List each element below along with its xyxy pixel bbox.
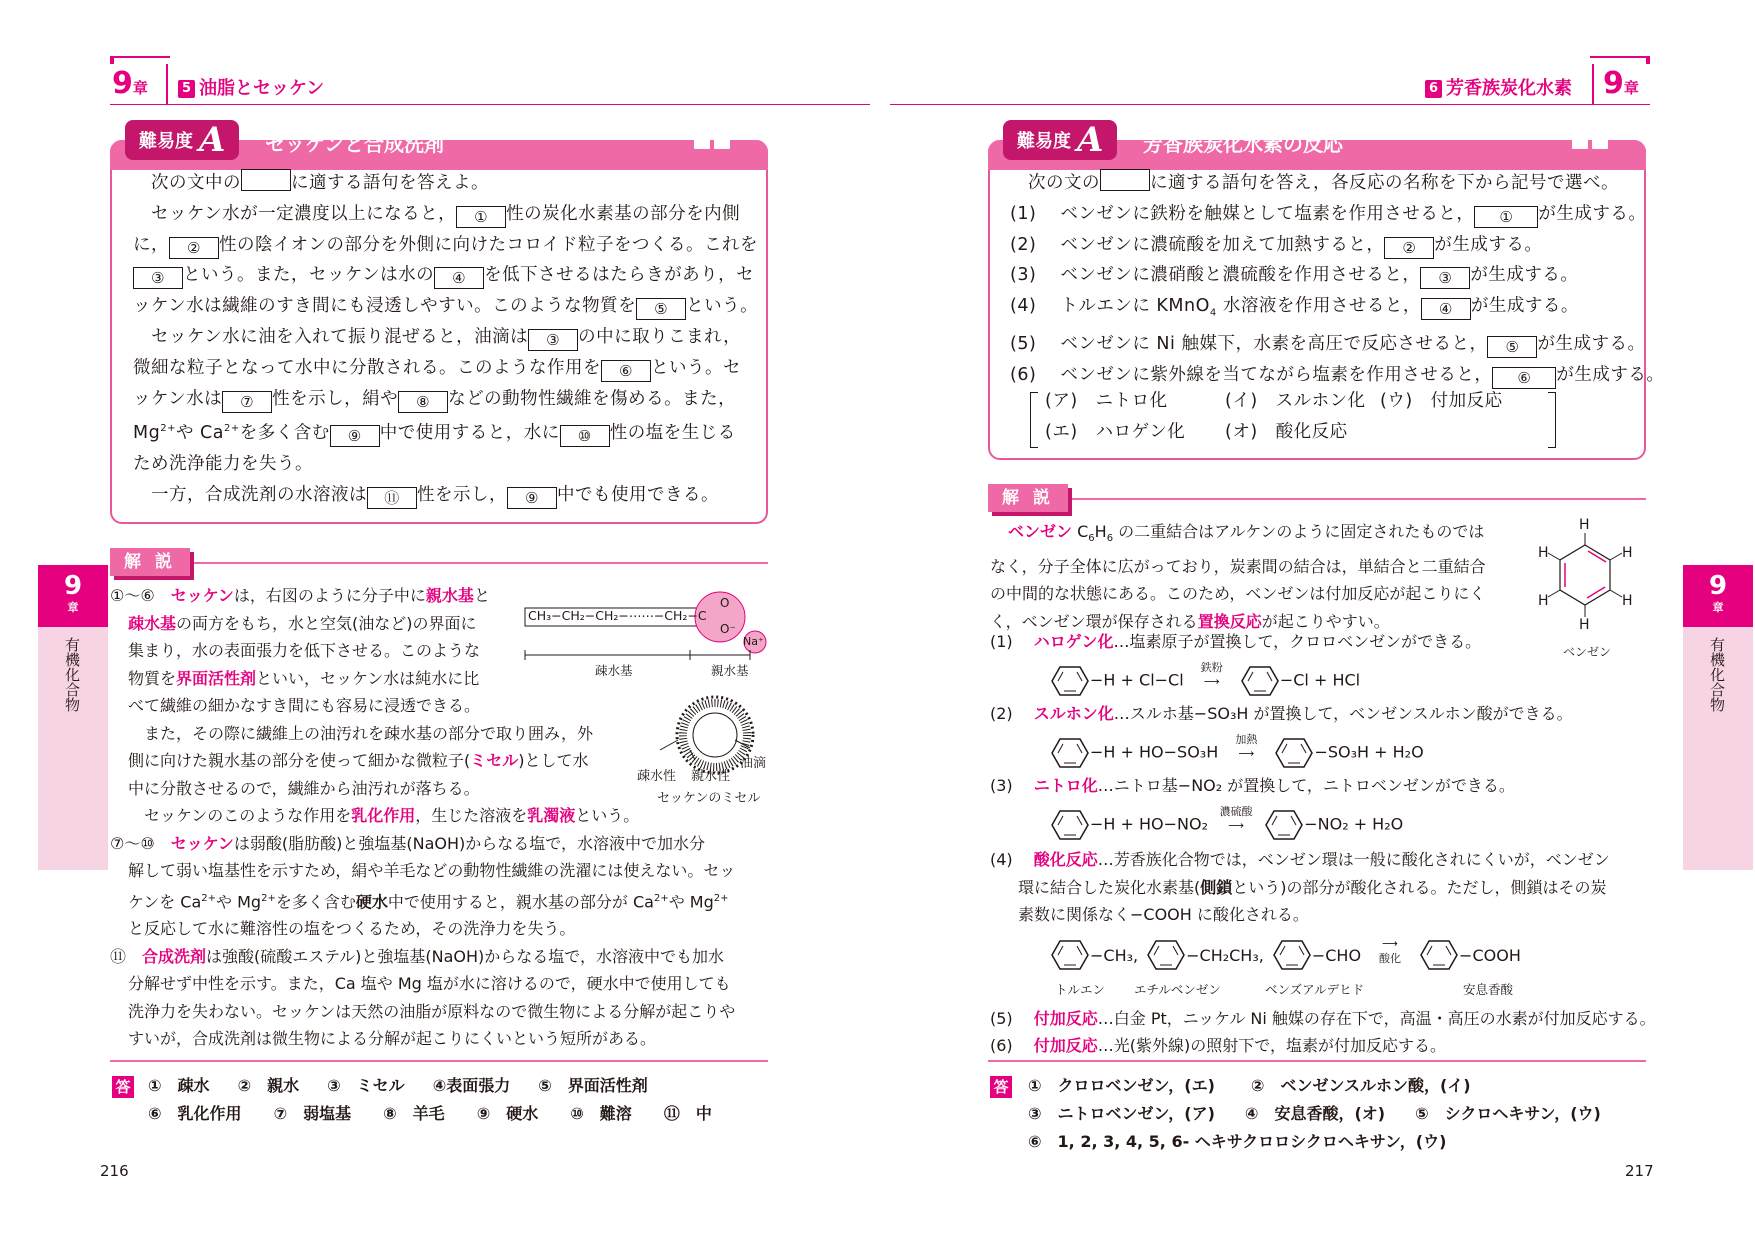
answer-box: ⑦ [222, 391, 272, 413]
reaction-arrow: 鉄粉 ⟶ [1200, 660, 1223, 688]
check-box[interactable] [694, 133, 710, 149]
answer-box: ① [456, 206, 506, 228]
answer-box: ⑥ [601, 360, 651, 382]
answer-box: ⑤ [636, 298, 686, 320]
exp-line: ⑦～⑩ セッケンは弱酸(脂肪酸)と強塩基(NaOH)からなる塩で，水溶液中で加水分 [110, 833, 705, 853]
side-tab-chapter: 9 章 [1683, 565, 1753, 627]
atom-h: H [1622, 545, 1633, 561]
answer-box: ① [1474, 206, 1538, 228]
answer-box: ④ [434, 267, 484, 289]
atom-h: H [1579, 617, 1590, 633]
exp-line: く，ベンゼン環が保存される置換反応が起こりやすい。 [990, 611, 1390, 631]
answer-tag: 答 [112, 1076, 134, 1098]
sodium-label: Na⁺ [743, 635, 764, 648]
check-boxes[interactable] [690, 133, 730, 153]
problem-item: (2) ベンゼンに濃硫酸を加えて加熱すると， ② が生成する。 [1010, 234, 1543, 257]
reaction-arrow: 加熱 ⟶ [1235, 732, 1258, 760]
exp-line: ①～⑥ セッケンは，右図のように分子中に親水基と [110, 586, 490, 605]
caption-benzaldehyde: ベンズアルデヒド [1265, 982, 1365, 997]
exp-line: ⑪ 合成洗剤は強酸(硫酸エステル)と強塩基(NaOH)からなる塩で，水溶液中でも加水 [110, 946, 724, 966]
blank-box [241, 169, 291, 191]
reaction-1: (1) ハロゲン化…塩素原子が置換して，クロロベンゼンができる。 [990, 632, 1482, 651]
hydrophobic-label: 疎水基 [595, 663, 633, 678]
problem-line: 微細な粒子となって水中に分散される。このような作用を ⑥ という。セ [133, 357, 741, 380]
check-box[interactable] [714, 133, 730, 149]
bracket-left [1030, 392, 1038, 448]
benzene-ring-icon [1240, 664, 1280, 698]
problem-item: (3) ベンゼンに濃硝酸と濃硫酸を作用させると， ③ が生成する。 [1010, 265, 1579, 288]
reaction-2: (2) スルホン化…スルホ基−SO₃H が置換して，ベンゼンスルホン酸ができる。 [990, 704, 1573, 723]
problem-line: 次の文の に適する語句を答え，各反応の名称を下から記号で選べ。 [1010, 168, 1664, 199]
kaisetsu-rule [110, 562, 768, 564]
check-box[interactable] [1592, 133, 1608, 149]
exp-line: なく，分子全体に広がっており，炭素間の結合は，単結合と二重結合 [990, 556, 1486, 576]
benzene-ring-icon [1146, 938, 1186, 972]
reaction-4-equation: −CH₃, −CH₂CH₃, −CHO ⟶ 酸化 −COOH [1050, 938, 1521, 972]
answer-box: ⑪ [367, 487, 417, 509]
section-title: 6 芳香族炭化水素 [1425, 74, 1572, 100]
exp-line: の中間的な状態にある。このため，ベンゼンは付加反応が起こりにく [990, 584, 1486, 604]
problem-title: 芳香族炭化水素の反応 [1143, 132, 1343, 156]
kaisetsu-rule [988, 498, 1646, 500]
header-top-line [110, 56, 170, 58]
side-tab-left [38, 565, 108, 870]
chapter-label: 9章 [112, 66, 148, 101]
header-divider [1592, 64, 1594, 104]
reaction-5: (5) 付加反応…白金 Pt，ニッケル Ni 触媒の存在下で，高温・高圧の水素が付加反応する。 [990, 1009, 1656, 1028]
exp-line: ケンを $Ca^{2+}$や $Mg^{2+}$を多く含む硬水中で使用すると，親水基の部分が $Ca^{2+}$や $Mg^{2+}$ [128, 891, 729, 911]
soap-formula: CH₃−CH₂−CH₂−⋯⋯−CH₂−C [528, 608, 707, 623]
exp-line: 中に分散させるので，繊維から油汚れが落ちる。 [128, 778, 480, 798]
atom-h: H [1538, 545, 1549, 561]
answer-box: ② [169, 237, 219, 259]
caption-benzoic-acid: 安息香酸 [1463, 982, 1514, 997]
check-box[interactable] [1572, 133, 1588, 149]
exp-line: 洗浄力を失わない。セッケンは天然の油脂が原料なので微生物による分解が起こりや [128, 1001, 736, 1021]
side-tab-chapter: 9 章 [38, 565, 108, 627]
benzene-ring-icon [1050, 808, 1090, 842]
exp-line: べて繊維の細かなすき間にも容易に浸透できる。 [128, 696, 481, 715]
problem-line: ッケン水は ⑦ 性を示し，絹や ⑧ などの動物性繊維を傷める。また， [133, 388, 737, 411]
answers-row: ① クロロベンゼン，(エ) ② ベンゼンスルホン酸，(イ) [1028, 1076, 1471, 1095]
answer-rule [988, 1060, 1646, 1062]
answer-box: ⑧ [398, 391, 448, 413]
problem-line: セッケン水が一定濃度以上になると， ① 性の炭化水素基の部分を内側 [133, 203, 741, 226]
problem-line: セッケン水に油を入れて振り混ぜると，油滴は ③ の中に取りこまれ， [133, 326, 742, 349]
answers-row: ⑥ 乳化作用 ⑦ 弱塩基 ⑧ 羊毛 ⑨ 硬水 ⑩ 難溶 ⑪ 中 [148, 1104, 712, 1123]
reaction-arrow: ⟶ 酸化 [1379, 936, 1402, 965]
header-divider [166, 64, 168, 104]
side-tab-label: 有機化合物 [1708, 637, 1726, 712]
side-tab-label: 有機化合物 [63, 637, 81, 712]
check-boxes[interactable] [1568, 133, 1608, 153]
answer-box: ⑨ [330, 425, 380, 447]
problem-line: に， ② 性の陰イオンの部分を外側に向けたコロイド粒子をつくる。これを [133, 234, 758, 257]
exp-line: 集まり，水の表面張力を低下させる。このような [128, 641, 481, 660]
answer-box: ⑥ [1492, 367, 1556, 389]
problem-item: (4) トルエンに KMnO$_4$ 水溶液を作用させると， ④ が生成する。 [1010, 296, 1579, 319]
hydrophilic-label: 親水基 [711, 663, 749, 678]
problem-item: (5) ベンゼンに Ni 触媒下，水素を高圧で反応させると， ⑤ が生成する。 [1010, 334, 1646, 357]
difficulty-badge: 難易度 A [1003, 120, 1117, 160]
atom-h: H [1538, 593, 1549, 609]
problem-item: (6) ベンゼンに紫外線を当てながら塩素を作用させると， ⑥ が生成する。 [1010, 365, 1665, 388]
answer-box: ⑨ [507, 487, 557, 509]
answer-box: ④ [1421, 298, 1471, 320]
section-title: 5 油脂とセッケン [178, 74, 324, 100]
problem-line: 一方，合成洗剤の水溶液は ⑪ 性を示し， ⑨ 中でも使用できる。 [133, 484, 719, 507]
reaction-3: (3) ニトロ化…ニトロ基−NO₂ が置換して，ニトロベンゼンができる。 [990, 776, 1515, 795]
chapter-label: 9章 [1603, 66, 1639, 101]
answers-row: ① 疎水 ② 親水 ③ ミセル ④表面張力 ⑤ 界面活性剤 [148, 1076, 648, 1095]
atom-h: H [1622, 593, 1633, 609]
benzene-caption: ベンゼン [1563, 645, 1612, 659]
benzene-ring-icon [1050, 664, 1090, 698]
answer-rule [110, 1060, 768, 1062]
answer-box: ③ [1420, 267, 1470, 289]
reaction-3-equation: −H + HO−NO₂ 濃硫酸 ⟶ −NO₂ + H₂O [1050, 808, 1403, 842]
side-tab-right [1683, 565, 1753, 870]
kaisetsu-label: 解 説 [110, 548, 190, 576]
exp-line: 分解せず中性を示す。また，Ca 塩や Mg 塩が水に溶けるので，硬水中で使用しても [128, 974, 731, 994]
blank-box [1100, 169, 1150, 191]
problem-line: ッケン水は繊維のすき間にも浸透しやすい。このような物質を ⑤ という。 [133, 296, 759, 319]
answer-box: ③ [133, 267, 183, 289]
bracket-right [1548, 392, 1556, 448]
answers-row: ③ ニトロベンゼン，(ア) ④ 安息香酸，(オ) ⑤ シクロヘキサン，(ウ) [1028, 1104, 1601, 1123]
benzene-ring-icon [1272, 938, 1312, 972]
problem-line: ③ という。また，セッケンは水の ④ を低下させるはたらきがあり，セ [133, 260, 758, 291]
problem-line: 次の文中の に適する語句を答えよ。 [133, 168, 758, 199]
problem-text [133, 168, 758, 511]
exp-line: 側に向けた親水基の部分を使って細かな微粒子(ミセル)として水 [128, 751, 589, 770]
benzene-ring-icon [1419, 938, 1459, 972]
header-rule [890, 104, 1650, 105]
answer-box: ③ [528, 329, 578, 351]
problem-line: ため洗浄能力を失う。 [133, 454, 313, 474]
reaction-6: (6) 付加反応…光(紫外線)の照射下で，塩素が付加反応する。 [990, 1036, 1446, 1055]
answers-row: ⑥ 1, 2, 3, 4, 5, 6- ヘキサクロロシクロヘキサン，(ウ) [1028, 1132, 1447, 1151]
micelle-caption: セッケンのミセル [657, 791, 761, 806]
hydrophobic-tag: 疎水性 [637, 769, 677, 784]
problem-text [1010, 168, 1664, 391]
difficulty-badge: 難易度 A [125, 120, 239, 160]
header-mark [1646, 56, 1650, 64]
header-rule [110, 104, 870, 105]
answer-box: ⑤ [1487, 336, 1537, 358]
problem-title: セッケンと合成洗剤 [265, 132, 444, 156]
reaction-1-equation: −H + Cl−Cl 鉄粉 ⟶ −Cl + HCl [1050, 664, 1360, 698]
exp-line: セッケンのこのような作用を乳化作用，生じた溶液を乳濁液という。 [128, 806, 640, 825]
exp-line: 疎水基の両方をもち，水と空気(油など)の界面に [128, 613, 477, 633]
benzene-ring-icon [1050, 736, 1090, 770]
oil-drop-label: 油滴 [740, 756, 767, 771]
explanation-intro [990, 518, 1486, 635]
exp-line: と反応して水に難溶性の塩をつくるため，その洗浄力を失う。 [128, 919, 576, 939]
benzene-ring-icon [1264, 808, 1304, 842]
exp-line: 解して弱い塩基性を示すため，絹や羊毛などの動物性繊維の洗濯には使えない。セッ [128, 861, 736, 880]
problem-line: $Mg^{2+}$や $Ca^{2+}$を多く含む ⑨ 中で使用すると，水に ⑩ 性の塩を生じる [133, 423, 736, 446]
reaction-2-equation: −H + HO−SO₃H 加熱 ⟶ −SO₃H + H₂O [1050, 736, 1424, 770]
explanation [110, 582, 735, 1053]
oxide-label: O⁻ [720, 622, 736, 636]
atom-h: H [1579, 517, 1590, 533]
benzene-ring-icon [1050, 938, 1090, 972]
exp-line: また，その際に繊維上の油汚れを疎水基の部分で取り囲み，外 [128, 723, 593, 743]
page-number: 217 [1625, 1162, 1654, 1180]
exp-line: 物質を界面活性剤といい，セッケン水は純水に比 [128, 668, 480, 688]
caption-ethylbenzene: エチルベンゼン [1134, 982, 1221, 997]
answer-tag: 答 [990, 1076, 1012, 1098]
page-number: 216 [100, 1162, 129, 1180]
choices: (ア) ニトロ化 (イ) スルホン化 (ウ) 付加反応 (エ) ハロゲン化 (オ) 酸化反応 [1045, 391, 1503, 442]
oxygen-label: O [720, 596, 730, 610]
answer-box: ② [1384, 237, 1434, 259]
exp-line: ベンゼン $C_6H_6$ の二重結合はアルケンのように固定されたものでは [1008, 522, 1485, 545]
reaction-arrow: 濃硫酸 ⟶ [1219, 804, 1253, 832]
reaction-4: (4) 酸化反応…芳香族化合物では，ベンゼン環は一般に酸化されにくいが，ベンゼン 環に結合した炭化水素基(側鎖という)の部分が酸化される。ただし，側鎖はその炭 素数に関係なく−COOH に酸化される。 [990, 850, 1610, 924]
answer-box: ⑩ [560, 425, 610, 447]
header-top-line [1590, 56, 1650, 58]
problem-item: (1) ベンゼンに鉄粉を触媒として塩素を作用させると， ① が生成する。 [1010, 203, 1647, 226]
exp-line: すいが，合成洗剤は微生物による分解が起こりにくいという短所がある。 [128, 1029, 657, 1049]
caption-toluene: トルエン [1055, 982, 1106, 997]
benzene-ring-icon [1274, 736, 1314, 770]
kaisetsu-label: 解 説 [988, 484, 1068, 512]
hydrophilic-tag: 親水性 [691, 769, 731, 784]
